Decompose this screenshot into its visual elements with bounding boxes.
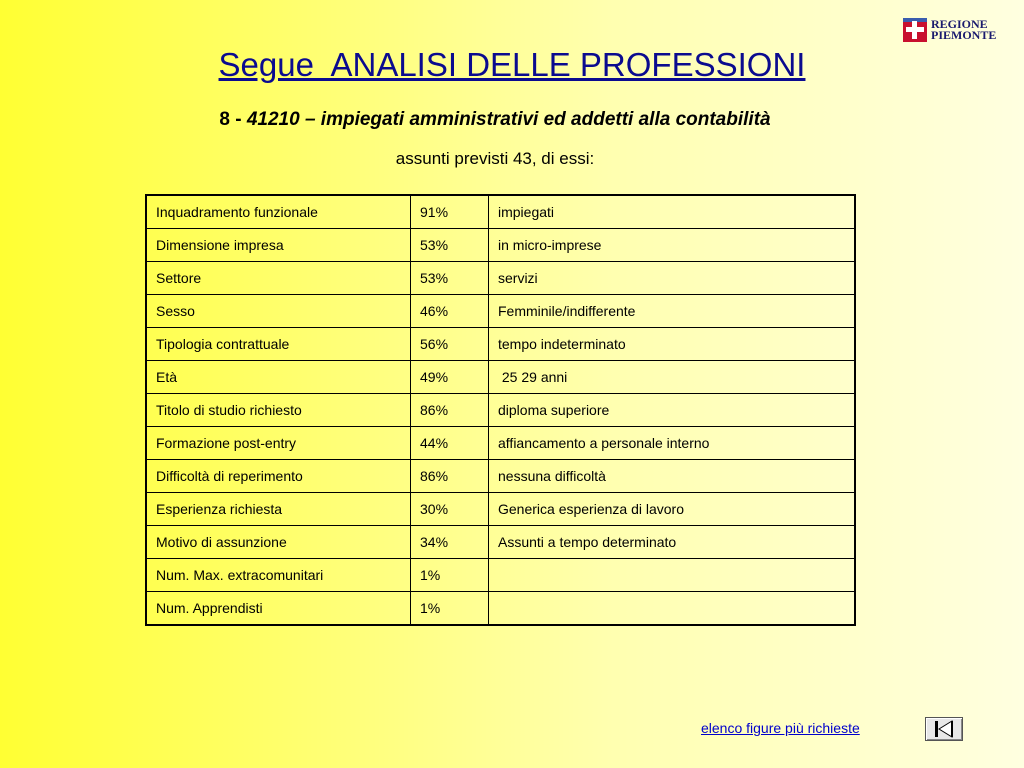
most-requested-figures-link[interactable]: elenco figure più richieste — [701, 720, 860, 736]
table-row — [146, 493, 855, 526]
page-title: Segue ANALISI DELLE PROFESSIONI — [218, 46, 806, 83]
percentage-cell: 86% — [411, 394, 489, 427]
profession-subtitle — [0, 109, 990, 131]
logo-text — [931, 19, 996, 41]
value-cell — [489, 592, 856, 626]
table-row — [146, 195, 855, 229]
value-cell: diploma superiore — [489, 394, 856, 427]
table-row — [146, 526, 855, 559]
table-row — [146, 262, 855, 295]
table-row — [146, 229, 855, 262]
value-cell: affiancamento a personale interno — [489, 427, 856, 460]
percentage-cell: 91% — [411, 195, 489, 229]
logo-line-1: REGIONE — [931, 17, 988, 31]
criterion-cell: Tipologia contrattuale — [146, 328, 411, 361]
table-row — [146, 427, 855, 460]
skip-to-start-icon — [926, 718, 962, 740]
criterion-cell: Num. Max. extracomunitari — [146, 559, 411, 592]
profession-code: 41210 — [246, 109, 300, 130]
table-row — [146, 394, 855, 427]
criterion-cell: Inquadramento funzionale — [146, 195, 411, 229]
criterion-cell: Num. Apprendisti — [146, 592, 411, 626]
percentage-cell: 56% — [411, 328, 489, 361]
value-cell: Generica esperienza di lavoro — [489, 493, 856, 526]
criterion-cell: Formazione post-entry — [146, 427, 411, 460]
percentage-cell: 46% — [411, 295, 489, 328]
percentage-cell: 86% — [411, 460, 489, 493]
criterion-cell: Dimensione impresa — [146, 229, 411, 262]
value-cell: servizi — [489, 262, 856, 295]
table-row — [146, 295, 855, 328]
hires-intro: assunti previsti 43, di essi: — [395, 149, 595, 168]
percentage-cell: 1% — [411, 559, 489, 592]
percentage-cell: 49% — [411, 361, 489, 394]
profession-analysis-table — [145, 194, 856, 626]
table-row — [146, 460, 855, 493]
percentage-cell: 30% — [411, 493, 489, 526]
criterion-cell: Esperienza richiesta — [146, 493, 411, 526]
value-cell — [489, 559, 856, 592]
logo-line-2: PIEMONTE — [931, 28, 997, 42]
value-cell: 25 29 anni — [489, 361, 856, 394]
table-row — [146, 328, 855, 361]
regione-piemonte-logo — [903, 16, 997, 44]
percentage-cell: 53% — [411, 262, 489, 295]
table-row — [146, 592, 855, 626]
value-cell: Assunti a tempo determinato — [489, 526, 856, 559]
criterion-cell: Difficoltà di reperimento — [146, 460, 411, 493]
value-cell: tempo indeterminato — [489, 328, 856, 361]
criterion-cell: Età — [146, 361, 411, 394]
percentage-cell: 53% — [411, 229, 489, 262]
percentage-cell: 34% — [411, 526, 489, 559]
go-to-first-slide-button[interactable] — [925, 717, 963, 741]
criterion-cell: Titolo di studio richiesto — [146, 394, 411, 427]
piemonte-flag-icon — [903, 18, 927, 42]
percentage-cell: 44% — [411, 427, 489, 460]
subtitle-prefix: 8 - — [219, 109, 247, 130]
criterion-cell: Motivo di assunzione — [146, 526, 411, 559]
profession-description: – impiegati amministrativi ed addetti alla contabilità — [299, 109, 771, 130]
table-row — [146, 559, 855, 592]
table-row — [146, 361, 855, 394]
value-cell: nessuna difficoltà — [489, 460, 856, 493]
value-cell: impiegati — [489, 195, 856, 229]
value-cell: in micro-imprese — [489, 229, 856, 262]
criterion-cell: Settore — [146, 262, 411, 295]
percentage-cell: 1% — [411, 592, 489, 626]
table-body — [146, 195, 855, 625]
value-cell: Femminile/indifferente — [489, 295, 856, 328]
criterion-cell: Sesso — [146, 295, 411, 328]
